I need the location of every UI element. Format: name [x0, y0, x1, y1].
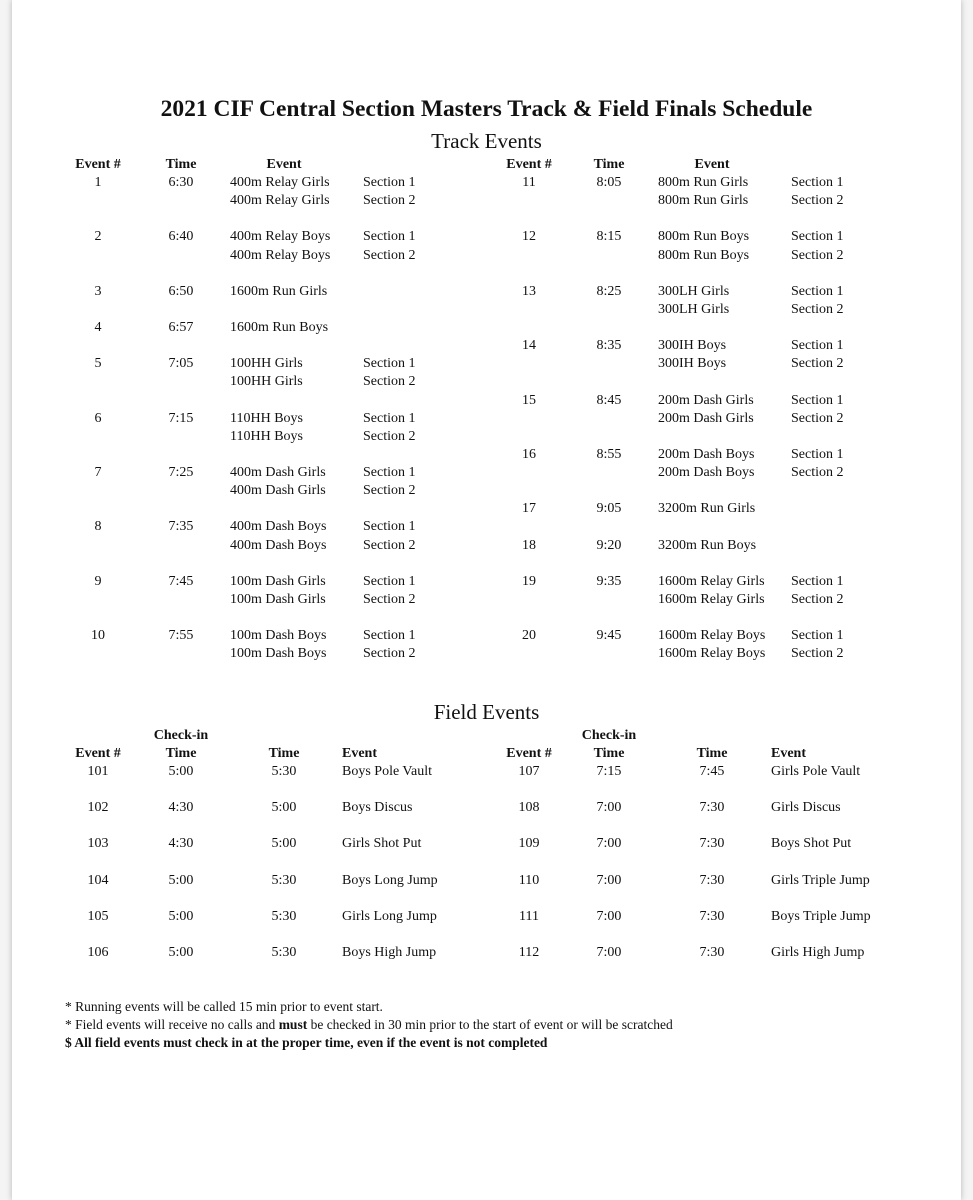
track-event-name: 1600m Relay Girls	[658, 592, 765, 607]
field-checkin-time: 7:00	[596, 908, 622, 924]
field-event-num: 110	[518, 872, 540, 888]
field-header-checkin-bottom-left: Time	[165, 746, 197, 761]
track-event-num: 8	[94, 519, 102, 535]
track-event-section: Section 2	[791, 465, 844, 481]
track-event-num: 7	[94, 465, 102, 480]
field-event-time: 7:30	[699, 836, 725, 852]
field-event-time: 5:30	[271, 908, 297, 924]
track-event-time: 7:15	[168, 410, 194, 426]
track-event-name: 300IH Boys	[658, 356, 727, 372]
track-event-name: 200m Dash Boys	[658, 447, 755, 462]
track-event-time: 8:25	[596, 283, 622, 299]
track-event-num: 19	[522, 573, 536, 589]
track-event-section: Section 1	[363, 410, 416, 426]
track-event-name: 400m Relay Girls	[230, 193, 330, 209]
note-running: * Running events will be called 15 min prior to event start.	[65, 999, 383, 1014]
track-event-name: 400m Dash Girls	[230, 483, 326, 499]
track-event-time: 9:20	[596, 537, 622, 553]
track-event-num: 9	[94, 573, 102, 589]
track-event-time: 7:45	[168, 573, 194, 589]
track-event-section: Section 2	[791, 193, 844, 209]
field-header-event-right: Event	[771, 746, 806, 761]
track-event-num: 17	[522, 501, 536, 517]
field-event-name: Girls Discus	[771, 800, 841, 816]
track-event-section: Section 2	[363, 592, 416, 607]
track-event-num: 11	[522, 175, 536, 190]
track-event-time: 8:05	[596, 175, 622, 190]
track-event-num: 15	[522, 392, 536, 408]
track-event-num: 12	[522, 229, 536, 245]
track-header-event-num-right: Event #	[506, 157, 552, 172]
track-event-time: 8:15	[596, 229, 622, 245]
track-event-name: 300IH Boys	[658, 338, 727, 354]
field-checkin-time: 7:00	[596, 945, 622, 960]
track-event-section: Section 1	[363, 229, 416, 245]
track-event-time: 9:05	[596, 501, 622, 517]
track-event-section: Section 1	[791, 229, 844, 245]
track-event-section: Section 1	[363, 175, 416, 190]
track-event-section: Section 1	[363, 519, 416, 535]
field-event-time: 5:00	[271, 836, 297, 852]
track-event-time: 9:35	[596, 573, 622, 589]
field-event-name: Girls Long Jump	[342, 908, 437, 924]
track-event-name: 100HH Girls	[230, 356, 303, 372]
track-event-name: 100m Dash Boys	[230, 646, 327, 662]
track-event-name: 400m Relay Boys	[230, 247, 331, 263]
track-event-name: 3200m Run Boys	[658, 537, 757, 553]
field-event-time: 7:30	[699, 945, 725, 960]
field-event-name: Boys High Jump	[342, 945, 437, 960]
field-checkin-time: 5:00	[168, 764, 194, 779]
track-event-time: 6:50	[168, 283, 194, 299]
field-header-checkin-bottom-right: Time	[593, 746, 625, 761]
page-title: 2021 CIF Central Section Masters Track & Field Finals Schedule	[160, 96, 813, 122]
field-event-time: 5:30	[271, 872, 297, 888]
track-event-section: Section 1	[363, 573, 416, 589]
field-event-time: 5:30	[271, 764, 297, 779]
track-event-num: 2	[94, 229, 102, 245]
track-event-name: 3200m Run Girls	[658, 501, 756, 517]
track-event-section: Section 2	[363, 193, 416, 209]
track-event-num: 16	[522, 447, 536, 462]
track-event-name: 1600m Relay Girls	[658, 573, 765, 589]
footnotes	[65, 998, 673, 1052]
track-event-section: Section 2	[791, 646, 844, 662]
field-checkin-time: 7:00	[596, 836, 622, 852]
field-checkin-time: 7:15	[596, 764, 622, 779]
track-event-name: 300LH Girls	[658, 283, 730, 299]
track-event-time: 7:35	[168, 519, 194, 535]
field-event-time: 7:30	[699, 872, 725, 888]
track-event-name: 1600m Relay Boys	[658, 628, 766, 644]
track-event-num: 3	[94, 283, 102, 299]
field-event-name: Girls Pole Vault	[771, 764, 861, 779]
track-event-num: 6	[94, 410, 102, 426]
track-event-name: 800m Run Girls	[658, 175, 749, 190]
track-event-time: 7:05	[168, 356, 194, 372]
field-event-time: 5:00	[271, 800, 297, 816]
field-header-event-num-right: Event #	[506, 746, 552, 761]
field-checkin-time: 5:00	[168, 908, 194, 924]
field-event-time: 7:45	[699, 764, 725, 779]
field-event-name: Boys Pole Vault	[342, 764, 432, 779]
track-event-num: 20	[522, 628, 536, 644]
track-event-section: Section 2	[363, 374, 416, 390]
track-event-name: 1600m Run Girls	[230, 283, 328, 299]
field-event-name: Boys Long Jump	[342, 872, 438, 888]
track-event-name: 100m Dash Girls	[230, 592, 326, 607]
track-event-time: 9:45	[596, 628, 622, 644]
track-event-name: 1600m Run Boys	[230, 320, 329, 335]
track-event-time: 8:35	[596, 338, 622, 354]
field-event-name: Boys Triple Jump	[771, 908, 871, 924]
track-event-name: 400m Dash Girls	[230, 465, 326, 480]
track-event-num: 4	[94, 320, 102, 335]
track-event-num: 18	[522, 537, 536, 553]
track-event-time: 6:40	[168, 229, 194, 245]
track-event-name: 100m Dash Girls	[230, 573, 326, 589]
track-header-event-num-left: Event #	[75, 157, 121, 172]
schedule-document	[12, 0, 961, 1200]
field-header-time-right: Time	[696, 746, 728, 761]
field-header-time-left: Time	[268, 746, 300, 761]
track-event-name: 110HH Boys	[230, 428, 303, 444]
field-event-num: 105	[87, 908, 109, 924]
track-event-time: 6:57	[168, 320, 194, 335]
field-event-time: 5:30	[271, 945, 297, 960]
track-event-name: 300LH Girls	[658, 302, 730, 317]
track-event-num: 13	[522, 283, 536, 299]
track-event-section: Section 2	[791, 302, 844, 317]
track-event-section: Section 1	[791, 573, 844, 589]
track-event-time: 7:55	[168, 628, 194, 644]
field-event-num: 103	[87, 836, 109, 852]
field-header-event-left: Event	[342, 746, 377, 761]
note-field: * Field events will receive no calls and must be checked in 30 min prior to the start of event or will be scratched	[65, 1017, 673, 1032]
field-event-name: Boys Discus	[342, 800, 413, 816]
track-event-section: Section 2	[791, 247, 844, 263]
track-event-num: 10	[91, 628, 105, 644]
field-header-event-num-left: Event #	[75, 746, 121, 761]
track-event-name: 100m Dash Boys	[230, 628, 327, 644]
field-event-name: Girls Shot Put	[342, 836, 422, 852]
track-event-section: Section 1	[363, 628, 416, 644]
track-event-section: Section 1	[791, 392, 844, 408]
track-event-section: Section 2	[363, 247, 416, 263]
track-event-section: Section 2	[363, 483, 416, 499]
track-event-name: 200m Dash Girls	[658, 392, 754, 408]
track-event-time: 7:25	[168, 465, 194, 480]
track-event-num: 14	[522, 338, 536, 354]
field-checkin-time: 5:00	[168, 872, 194, 888]
track-event-section: Section 1	[791, 283, 844, 299]
field-checkin-time: 5:00	[168, 945, 194, 960]
track-event-section: Section 2	[363, 428, 416, 444]
track-event-name: 400m Relay Girls	[230, 175, 330, 190]
track-header-event-left: Event	[266, 157, 302, 172]
track-event-name: 110HH Boys	[230, 410, 303, 426]
track-event-name: 200m Dash Boys	[658, 465, 755, 481]
track-event-section: Section 2	[791, 410, 844, 426]
track-event-name: 1600m Relay Boys	[658, 646, 766, 662]
field-event-time: 7:30	[699, 800, 725, 816]
field-event-name: Boys Shot Put	[771, 836, 852, 852]
track-event-section: Section 2	[791, 356, 844, 372]
field-checkin-time: 4:30	[168, 800, 194, 816]
track-event-section: Section 1	[363, 465, 416, 480]
field-event-time: 7:30	[699, 908, 725, 924]
track-event-name: 400m Relay Boys	[230, 229, 331, 245]
track-event-section: Section 2	[363, 537, 416, 553]
track-event-num: 5	[94, 356, 102, 372]
track-event-section: Section 1	[791, 447, 844, 462]
track-event-name: 800m Run Boys	[658, 229, 750, 245]
field-header-checkin-top-left: Check-in	[153, 728, 209, 743]
track-event-name: 400m Dash Boys	[230, 519, 327, 535]
track-event-num: 1	[94, 175, 102, 190]
track-event-section: Section 2	[791, 592, 844, 607]
track-event-name: 800m Run Girls	[658, 193, 749, 209]
track-header-time-left: Time	[165, 157, 197, 172]
field-checkin-time: 7:00	[596, 872, 622, 888]
track-event-time: 6:30	[168, 175, 194, 190]
field-event-num: 101	[87, 764, 109, 779]
field-event-num: 104	[87, 872, 109, 888]
field-event-num: 111	[519, 908, 539, 924]
track-event-section: Section 1	[363, 356, 416, 372]
field-event-num: 107	[518, 764, 540, 779]
track-event-time: 8:45	[596, 392, 622, 408]
track-header-event-right: Event	[694, 157, 730, 172]
field-event-num: 108	[518, 800, 540, 816]
field-event-num: 106	[87, 945, 109, 960]
track-events-heading: Track Events	[431, 129, 542, 153]
field-event-num: 109	[518, 836, 540, 852]
track-event-section: Section 1	[791, 175, 844, 190]
field-event-num: 102	[87, 800, 109, 816]
field-event-name: Girls High Jump	[771, 945, 865, 960]
field-checkin-time: 7:00	[596, 800, 622, 816]
track-header-time-right: Time	[593, 157, 625, 172]
track-event-name: 100HH Girls	[230, 374, 303, 390]
track-event-section: Section 1	[791, 628, 844, 644]
track-event-name: 200m Dash Girls	[658, 410, 754, 426]
field-event-num: 112	[518, 945, 540, 960]
track-event-name: 800m Run Boys	[658, 247, 750, 263]
track-event-name: 400m Dash Boys	[230, 537, 327, 553]
track-event-time: 8:55	[596, 447, 622, 462]
field-event-name: Girls Triple Jump	[771, 872, 870, 888]
track-event-section: Section 1	[791, 338, 844, 354]
field-header-checkin-top-right: Check-in	[581, 728, 637, 743]
field-events-heading: Field Events	[433, 700, 540, 724]
field-checkin-time: 4:30	[168, 836, 194, 852]
note-checkin: $ All field events must check in at the proper time, even if the event is not completed	[65, 1035, 548, 1050]
track-event-section: Section 2	[363, 646, 416, 662]
